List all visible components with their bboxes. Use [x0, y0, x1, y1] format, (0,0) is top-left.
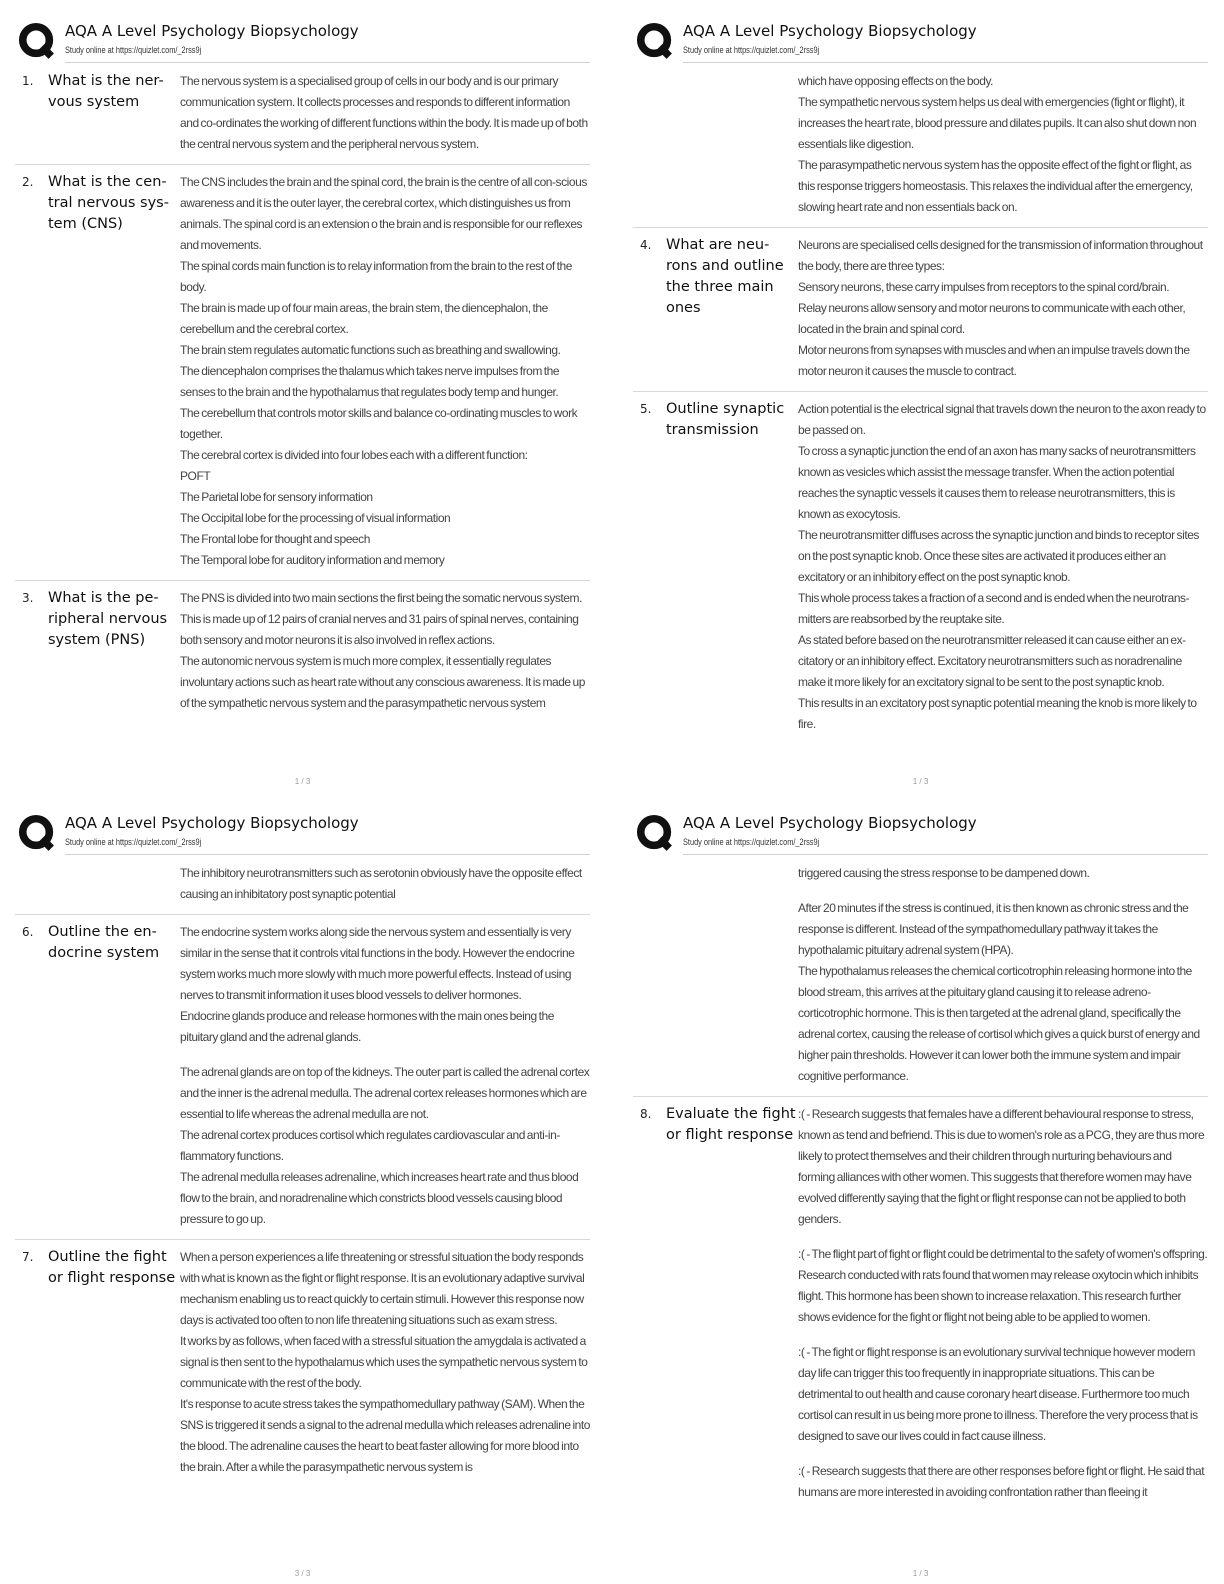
answer-paragraph: It's response to acute stress takes the sympathomedullary pathway (SAM). When the SNS is triggered it sends a signal to the adrenal medulla which releases adrenaline into the blood. The adrenaline causes the heart to beat faster allowing for more blood into the brain. After a while the parasympathetic nervous system is — [180, 1397, 590, 1474]
answer-text — [798, 399, 1208, 735]
quizlet-logo-icon — [636, 22, 674, 60]
qa-row — [15, 1240, 590, 1487]
answer-paragraph: The adrenal cortex produces cortisol which regulates cardiovascular and anti-in-flammatory functions. — [180, 1128, 560, 1163]
answer-text — [180, 863, 590, 905]
answer-paragraph: The sympathetic nervous system helps us deal with emergencies (fight or flight), it increases the heart rate, blood pressure and dilates pupils. It can also shut down non essentials like digestion. — [798, 95, 1197, 151]
answer-paragraph: The diencephalon comprises the thalamus which takes nerve impulses from the senses to the brain and the hypothalamus that regulates body temp and hunger. — [180, 364, 560, 399]
answer-text — [798, 1104, 1208, 1503]
header-subtitle: Study online at https://quizlet.com/_2rss9j — [683, 837, 820, 847]
answer-text — [180, 588, 590, 714]
continued-answer — [633, 856, 1208, 1097]
qa-row — [15, 915, 590, 1240]
qa-row — [633, 228, 1208, 392]
qa-row — [633, 1097, 1208, 1512]
answer-paragraph: Relay neurons allow sensory and motor neurons to communicate with each other, located in the brain and spinal cord. — [798, 301, 1186, 336]
answer-paragraph: This results in an excitatory post synaptic potential meaning the knob is more likely to fire. — [798, 696, 1197, 731]
header-title: AQA A Level Psychology Biopsychology — [683, 814, 977, 832]
answer-paragraph: The endocrine system works along side the nervous system and essentially is very similar in the sense that it controls vital functions in the body. However the endocrine system works much more slowly with much more powerful effects. Instead of using nerves to transmit information it uses blood vessels to deliver hormones. — [180, 925, 575, 1002]
page-number: 1 / 3 — [912, 1569, 929, 1578]
answer-paragraph: :( - Research suggests that there are other responses before fight or flight. He said that humans are more interested in avoiding confrontation rather than fleeing it — [798, 1464, 1205, 1499]
paragraph-gap — [798, 1447, 1208, 1461]
paragraph-gap — [180, 1048, 590, 1062]
answer-paragraph: When a person experiences a life threatening or stressful situation the body responds with what is known as the fight or flight response. It is an evolutionary adaptive survival mechanism enabling us to react quickly to certain stimuli. However this response now days is activated too often to non life threatening situations such as exam stress. — [180, 1250, 585, 1327]
page-number: 1 / 3 — [912, 777, 929, 786]
item-number: 6. — [22, 925, 34, 939]
answer-paragraph: The Frontal lobe for thought and speech — [180, 532, 370, 546]
answer-paragraph: The adrenal glands are on top of the kidneys. The outer part is called the adrenal cortex and the inner is the adrenal medulla. The adrenal cortex releases hormones which are essential to life whereas the adrenal medulla are not. — [180, 1065, 590, 1121]
answer-paragraph: triggered causing the stress response to be dampened down. — [798, 866, 1090, 880]
answer-text — [798, 71, 1208, 218]
answer-paragraph: :( - The fight or flight response is an evolutionary survival technique however modern day life can trigger this too frequently in inappropriate situations. This can be detrimental to out health and cause coronary heart disease. Furthermore too much cortisol can result in us being more prone to illness. Therefore the very process that is designed to save our lives could in fact cause illness. — [798, 1345, 1198, 1443]
answer-paragraph: Motor neurons from synapses with muscles and when an impulse travels down the motor neuron it causes the muscle to contract. — [798, 343, 1190, 378]
answer-text — [180, 172, 590, 571]
divider — [683, 854, 1208, 855]
answer-paragraph: The nervous system is a specialised group of cells in our body and is our primary communication system. It collects processes and responds to different information and co-ordinates the working of different functions within the body. It is made up of both the central nervous system and the peripheral nervous system. — [180, 74, 588, 151]
question-term: Outline the en-docrine system — [48, 924, 160, 961]
answer-text — [180, 922, 590, 1230]
answer-text — [798, 863, 1208, 1087]
answer-paragraph: This whole process takes a fraction of a second and is ended when the neurotrans-mitters are reabsorbed by the reuptake site. — [798, 591, 1190, 626]
item-number: 8. — [640, 1107, 652, 1121]
answer-paragraph: The cerebral cortex is divided into four lobes each with a different function: — [180, 448, 528, 462]
answer-paragraph: The cerebellum that controls motor skills and balance co-ordinating muscles to work together. — [180, 406, 578, 441]
answer-paragraph: Sensory neurons, these carry impulses from receptors to the spinal cord/brain. — [798, 280, 1170, 294]
page-number: 1 / 3 — [294, 777, 311, 786]
header-subtitle: Study online at https://quizlet.com/_2rss9j — [65, 837, 202, 847]
answer-paragraph: It works by as follows, when faced with a stressful situation the amygdala is activated a signal is then sent to the hypothalamus which uses the sympathetic nervous system to communicate with the rest of the body. — [180, 1334, 588, 1390]
answer-paragraph: The neurotransmitter diffuses across the synaptic junction and binds to receptor sites on the post synaptic knob. Once these sites are activated it produces either an excitatory or an inhibitory effect on the post synaptic knob. — [798, 528, 1199, 584]
answer-paragraph: The brain stem regulates automatic functions such as breathing and swallowing. — [180, 343, 561, 357]
answer-paragraph: The Occipital lobe for the processing of visual information — [180, 511, 451, 525]
answer-paragraph: To cross a synaptic junction the end of an axon has many sacks of neurotransmitters known as vesicles which assist the message transfer. When the action potential reaches the synaptic vessels it causes them to release neurotransmitters, this is known as exocytosis. — [798, 444, 1196, 521]
page-header — [633, 12, 1208, 64]
answer-paragraph: The brain is made up of four main areas, the brain stem, the diencephalon, the cerebellum and the cerebral cortex. — [180, 301, 548, 336]
answer-paragraph: The PNS is divided into two main sections the first being the somatic nervous system. — [180, 591, 582, 605]
divider — [65, 854, 590, 855]
item-number: 4. — [640, 238, 652, 252]
divider — [65, 62, 590, 63]
question-term: What is the cen-tral nervous sys-tem (CNS) — [48, 174, 169, 232]
page-header — [15, 12, 590, 64]
question-term: Outline synaptic transmission — [666, 401, 785, 438]
answer-paragraph: Endocrine glands produce and release hormones with the main ones being the pituitary gland and the adrenal glands. — [180, 1009, 554, 1044]
page-header — [15, 804, 590, 856]
qa-row — [633, 392, 1208, 744]
answer-text — [180, 71, 590, 155]
answer-paragraph: The spinal cords main function is to relay information from the brain to the rest of the body. — [180, 259, 572, 294]
qa-row — [15, 64, 590, 165]
answer-paragraph: The hypothalamus releases the chemical corticotrophin releasing hormone into the blood stream, this arrives at the pituitary gland causing it to release adreno-corticotrophic hormone. This is then targeted at the adrenal gland, specifically the adrenal cortex, causing the release of cortisol which gives a quick burst of energy and higher pain thresholds. However it can lower both the immune system and impair cognitive performance. — [798, 964, 1200, 1083]
answer-paragraph: The CNS includes the brain and the spinal cord, the brain is the centre of all con-scious awareness and it is the outer layer, the cerebral cortex, which distinguishes us from animals. The spinal cord is an extension o the brain and is responsible for our reflexes and movements. — [180, 175, 587, 252]
continued-answer — [15, 856, 590, 915]
answer-paragraph: The autonomic nervous system is much more complex, it essentially regulates involuntary actions such as heart rate without any conscious awareness. It is made up of the sympathetic nervous system and the parasympathetic nervous system — [180, 654, 585, 710]
answer-paragraph: Action potential is the electrical signal that travels down the neuron to the axon ready to be passed on. — [798, 402, 1206, 437]
question-term: Evaluate the fight or flight response — [666, 1106, 796, 1143]
answer-paragraph: As stated before based on the neurotransmitter released it can cause either an ex-citatory or an inhibitory effect. Excitatory neurotransmitters such as noradrenaline make it more likely for an excitatory signal to be sent to the post synaptic knob. — [798, 633, 1186, 689]
answer-paragraph: After 20 minutes if the stress is continued, it is then known as chronic stress and the response is different. Instead of the sympathomedullary pathway it takes the hypothalamic pituitary adrenal system (HPA). — [798, 901, 1189, 957]
page-4 — [633, 804, 1208, 1584]
continued-answer — [633, 64, 1208, 228]
page-number: 3 / 3 — [294, 1569, 311, 1578]
paragraph-gap — [798, 1230, 1208, 1244]
page-2 — [633, 12, 1208, 792]
qa-row — [15, 165, 590, 581]
answer-paragraph: Neurons are specialised cells designed for the transmission of information throughout the body, there are three types: — [798, 238, 1203, 273]
item-number: 7. — [22, 1250, 34, 1264]
answer-paragraph: :( - The flight part of fight or flight could be detrimental to the safety of women's offspring. Research conducted with rats found that women may release oxytocin which inhibits flight. This hormone has been shown to increase relaxation. This research further shows evidence for the fight or flight not being able to be applied to women. — [798, 1247, 1208, 1324]
quizlet-logo-icon — [18, 814, 56, 852]
answer-paragraph: The Temporal lobe for auditory information and memory — [180, 553, 445, 567]
answer-paragraph: The adrenal medulla releases adrenaline, which increases heart rate and thus blood flow to the brain, and noradrenaline which constricts blood vessels causing blood pressure to go up. — [180, 1170, 579, 1226]
page-3 — [15, 804, 590, 1584]
qa-list — [15, 856, 590, 1487]
question-term: What are neu-rons and outline the three main ones — [666, 237, 784, 316]
answer-paragraph: The parasympathetic nervous system has the opposite effect of the fight or flight, as this response triggers homeostasis. This relaxes the individual after the emergency, slowing heart rate and non essentials back on. — [798, 158, 1193, 214]
question-term: What is the ner-vous system — [48, 73, 164, 110]
answer-paragraph: The inhibitory neurotransmitters such as serotonin obviously have the opposite effect causing an inhibitatory post synaptic potential — [180, 866, 582, 901]
answer-paragraph: which have opposing effects on the body. — [798, 74, 994, 88]
qa-list — [633, 856, 1208, 1512]
qa-list — [633, 64, 1208, 744]
header-title: AQA A Level Psychology Biopsychology — [65, 22, 359, 40]
question-term: Outline the fight or flight response — [48, 1249, 176, 1286]
qa-row — [15, 581, 590, 723]
page-1 — [15, 12, 590, 792]
answer-paragraph: The Parietal lobe for sensory information — [180, 490, 373, 504]
answer-text — [180, 1247, 590, 1478]
question-term: What is the pe-ripheral nervous system (PNS) — [48, 590, 168, 648]
answer-paragraph: :( - Research suggests that females have a different behavioural response to stress, known as tend and befriend. This is due to women's role as a PCG, they are thus more likely to protect themselves and their children through nurturing behaviours and forming alliances with other women. This suggests that therefore women may have evolved differently saying that the fight or flight response can not be applied to both genders. — [798, 1107, 1205, 1226]
item-number: 1. — [22, 74, 34, 88]
header-subtitle: Study online at https://quizlet.com/_2rss9j — [65, 45, 202, 55]
answer-text — [798, 235, 1208, 382]
item-number: 5. — [640, 402, 652, 416]
header-title: AQA A Level Psychology Biopsychology — [65, 814, 359, 832]
answer-paragraph: This is made up of 12 pairs of cranial nerves and 31 pairs of spinal nerves, containing both sensory and motor neurons it is also involved in reflex actions. — [180, 612, 579, 647]
page-header — [633, 804, 1208, 856]
qa-list — [15, 64, 590, 723]
quizlet-logo-icon — [636, 814, 674, 852]
quizlet-logo-icon — [18, 22, 56, 60]
item-number: 3. — [22, 591, 34, 605]
header-subtitle: Study online at https://quizlet.com/_2rss9j — [683, 45, 820, 55]
divider — [683, 62, 1208, 63]
header-title: AQA A Level Psychology Biopsychology — [683, 22, 977, 40]
paragraph-gap — [798, 1328, 1208, 1342]
item-number: 2. — [22, 175, 34, 189]
answer-paragraph: POFT — [180, 469, 211, 483]
paragraph-gap — [798, 884, 1208, 898]
